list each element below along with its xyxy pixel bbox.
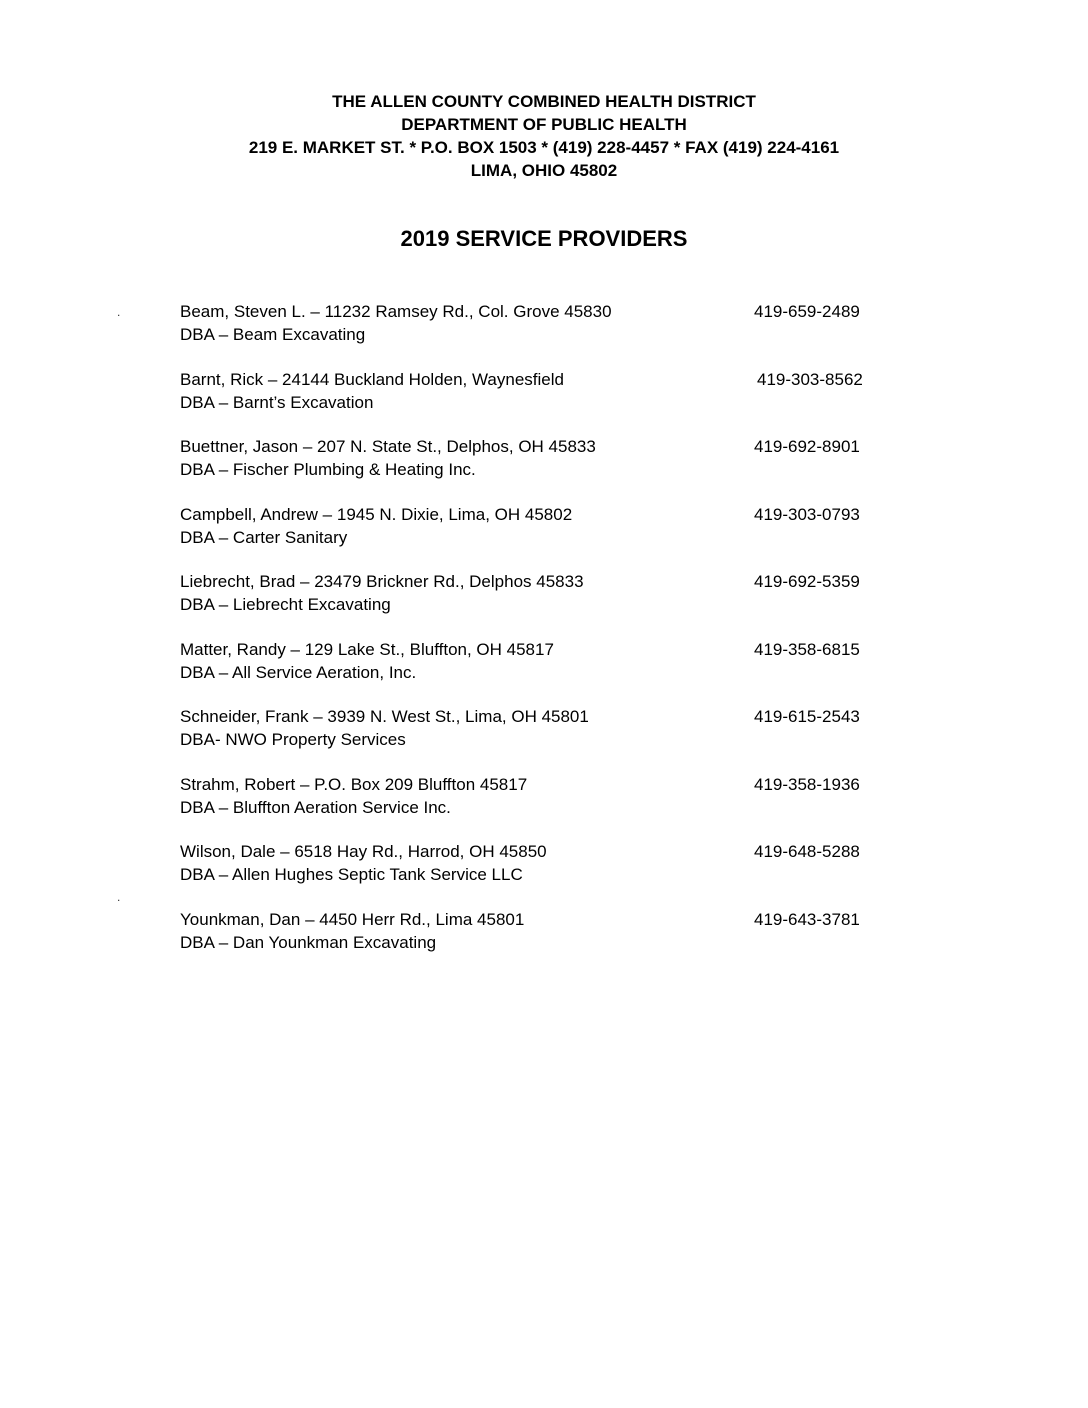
provider-phone: 419-615-2543 (754, 707, 860, 726)
provider-name-address: Strahm, Robert – P.O. Box 209 Bluffton 45817 (180, 774, 528, 794)
provider-dba: DBA – Barnt’s Excavation (180, 392, 374, 412)
provider-entry (180, 840, 900, 908)
letterhead (0, 90, 1088, 182)
provider-name-address: Younkman, Dan – 4450 Herr Rd., Lima 45801 (180, 909, 525, 929)
provider-name-address: Wilson, Dale – 6518 Hay Rd., Harrod, OH 45850 (180, 842, 547, 861)
provider-phone: 419-303-8562 (757, 369, 863, 389)
provider-phone: 419-659-2489 (754, 302, 860, 321)
provider-dba: DBA – Beam Excavating (180, 325, 366, 344)
provider-name-address: Matter, Randy – 129 Lake St., Bluffton, OH 45817 (180, 639, 554, 659)
provider-phone: 419-692-8901 (754, 437, 860, 456)
provider-entry (180, 908, 900, 976)
provider-dba: DBA – Liebrecht Excavating (180, 595, 391, 614)
city-line: LIMA, OHIO 45802 (470, 161, 618, 180)
provider-entry (180, 638, 900, 706)
provider-phone: 419-303-0793 (754, 504, 860, 524)
provider-name-address: Barnt, Rick – 24144 Buckland Holden, Waynesfield (180, 369, 564, 389)
provider-dba: DBA – Allen Hughes Septic Tank Service LLC (180, 865, 523, 884)
provider-list (180, 300, 900, 975)
provider-name-address: Liebrecht, Brad – 23479 Brickner Rd., Delphos 45833 (180, 572, 584, 591)
provider-entry (180, 300, 900, 368)
provider-name-address: Campbell, Andrew – 1945 N. Dixie, Lima, OH 45802 (180, 504, 573, 524)
provider-entry (180, 705, 900, 773)
provider-phone: 419-643-3781 (754, 909, 860, 929)
provider-name-address: Beam, Steven L. – 11232 Ramsey Rd., Col. Grove 45830 (180, 302, 612, 321)
provider-name-address: Buettner, Jason – 207 N. State St., Delphos, OH 45833 (180, 437, 596, 456)
provider-phone: 419-692-5359 (754, 572, 860, 591)
provider-dba: DBA- NWO Property Services (180, 730, 406, 749)
provider-phone: 419-648-5288 (754, 842, 860, 861)
contact-address-line: 219 E. MARKET ST. * P.O. BOX 1503 * (419) 228-4457 * FAX (419) 224-4161 (248, 138, 840, 157)
provider-name-address: Schneider, Frank – 3939 N. West St., Lima, OH 45801 (180, 707, 589, 726)
provider-dba: DBA – Carter Sanitary (180, 527, 348, 547)
provider-entry (180, 503, 900, 571)
provider-dba: DBA – All Service Aeration, Inc. (180, 662, 417, 682)
provider-entry (180, 773, 900, 841)
organization-name: THE ALLEN COUNTY COMBINED HEALTH DISTRICT (332, 92, 756, 111)
provider-entry (180, 368, 900, 436)
department-name: DEPARTMENT OF PUBLIC HEALTH (401, 115, 687, 134)
document-title: 2019 SERVICE PROVIDERS (400, 226, 688, 251)
provider-dba: DBA – Fischer Plumbing & Heating Inc. (180, 460, 476, 479)
provider-dba: DBA – Dan Younkman Excavating (180, 932, 437, 952)
provider-phone: 419-358-1936 (754, 774, 860, 794)
provider-entry (180, 570, 900, 638)
provider-phone: 419-358-6815 (754, 639, 860, 659)
margin-dot: . (117, 890, 121, 904)
margin-dot: . (117, 305, 121, 319)
provider-entry (180, 435, 900, 503)
provider-dba: DBA – Bluffton Aeration Service Inc. (180, 797, 451, 817)
